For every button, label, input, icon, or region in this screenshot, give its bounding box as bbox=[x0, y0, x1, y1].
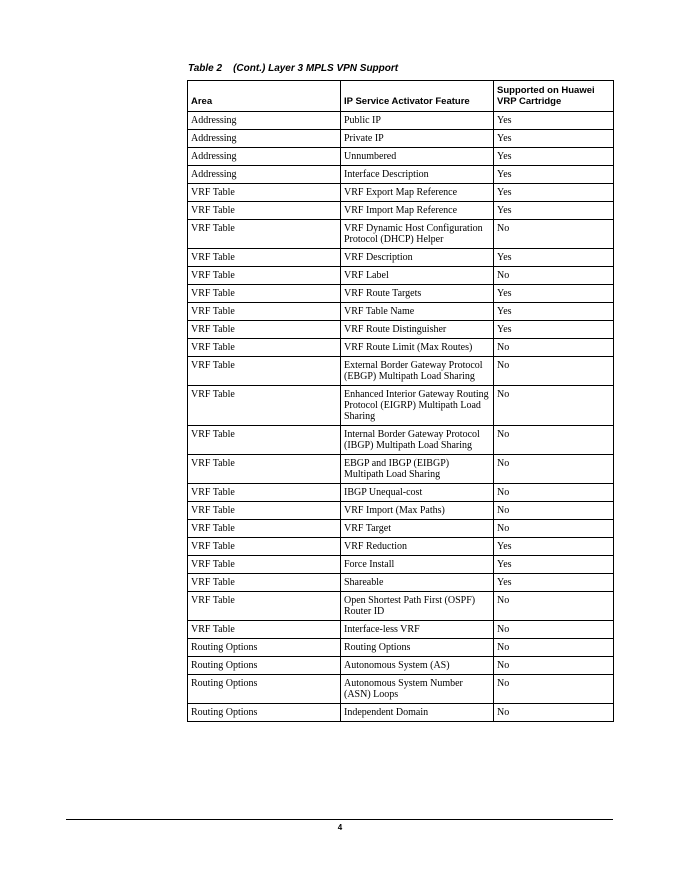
cell-area: VRF Table bbox=[188, 184, 341, 202]
cell-area: VRF Table bbox=[188, 574, 341, 592]
cell-feature: Independent Domain bbox=[341, 704, 494, 722]
cell-feature: IBGP Unequal-cost bbox=[341, 484, 494, 502]
cell-supported: Yes bbox=[494, 574, 614, 592]
table-row bbox=[188, 285, 614, 303]
cell-area: VRF Table bbox=[188, 455, 341, 484]
cell-feature: VRF Target bbox=[341, 520, 494, 538]
cell-area: Routing Options bbox=[188, 675, 341, 704]
cell-supported: No bbox=[494, 484, 614, 502]
cell-feature: VRF Export Map Reference bbox=[341, 184, 494, 202]
cell-feature: VRF Route Distinguisher bbox=[341, 321, 494, 339]
cell-feature: VRF Description bbox=[341, 249, 494, 267]
cell-supported: No bbox=[494, 455, 614, 484]
cell-supported: No bbox=[494, 639, 614, 657]
cell-area: VRF Table bbox=[188, 303, 341, 321]
table-row bbox=[188, 321, 614, 339]
table-row bbox=[188, 386, 614, 426]
table-caption-number: Table 2 bbox=[188, 63, 223, 74]
cell-feature: Enhanced Interior Gateway Routing Protocol (EIGRP) Multipath Load Sharing bbox=[341, 386, 494, 426]
cell-supported: No bbox=[494, 386, 614, 426]
cell-feature: Shareable bbox=[341, 574, 494, 592]
cell-feature: VRF Route Limit (Max Routes) bbox=[341, 339, 494, 357]
cell-supported: Yes bbox=[494, 285, 614, 303]
cell-area: VRF Table bbox=[188, 339, 341, 357]
cell-area: Addressing bbox=[188, 130, 341, 148]
cell-area: Routing Options bbox=[188, 704, 341, 722]
table-row bbox=[188, 520, 614, 538]
cell-area: VRF Table bbox=[188, 202, 341, 220]
table-row bbox=[188, 639, 614, 657]
cell-area: VRF Table bbox=[188, 426, 341, 455]
cell-area: VRF Table bbox=[188, 520, 341, 538]
table-row bbox=[188, 112, 614, 130]
cell-feature: VRF Label bbox=[341, 267, 494, 285]
cell-supported: No bbox=[494, 520, 614, 538]
cell-supported: No bbox=[494, 704, 614, 722]
cell-supported: Yes bbox=[494, 148, 614, 166]
cell-area: Addressing bbox=[188, 148, 341, 166]
page-number: 4 bbox=[337, 823, 343, 832]
cell-supported: Yes bbox=[494, 112, 614, 130]
cell-feature: Routing Options bbox=[341, 639, 494, 657]
table-row bbox=[188, 484, 614, 502]
table-row bbox=[188, 574, 614, 592]
cell-area: VRF Table bbox=[188, 502, 341, 520]
column-header-supported: Supported on Huawei VRP Cartridge bbox=[494, 81, 614, 112]
cell-feature: External Border Gateway Protocol (EBGP) Multipath Load Sharing bbox=[341, 357, 494, 386]
cell-supported: Yes bbox=[494, 166, 614, 184]
table-caption-title: (Cont.) Layer 3 MPLS VPN Support bbox=[233, 63, 399, 74]
table-row bbox=[188, 267, 614, 285]
cell-area: VRF Table bbox=[188, 220, 341, 249]
cell-area: VRF Table bbox=[188, 556, 341, 574]
cell-area: VRF Table bbox=[188, 357, 341, 386]
cell-supported: Yes bbox=[494, 249, 614, 267]
footer-divider bbox=[66, 819, 613, 820]
cell-area: VRF Table bbox=[188, 267, 341, 285]
cell-area: VRF Table bbox=[188, 249, 341, 267]
cell-supported: No bbox=[494, 657, 614, 675]
table-row bbox=[188, 303, 614, 321]
cell-feature: VRF Import Map Reference bbox=[341, 202, 494, 220]
cell-supported: No bbox=[494, 426, 614, 455]
feature-support-table bbox=[187, 80, 614, 722]
cell-feature: VRF Reduction bbox=[341, 538, 494, 556]
table-body bbox=[188, 112, 614, 722]
cell-feature: Autonomous System (AS) bbox=[341, 657, 494, 675]
cell-supported: Yes bbox=[494, 202, 614, 220]
cell-feature: VRF Import (Max Paths) bbox=[341, 502, 494, 520]
cell-supported: Yes bbox=[494, 538, 614, 556]
cell-area: VRF Table bbox=[188, 621, 341, 639]
table-row bbox=[188, 704, 614, 722]
cell-supported: No bbox=[494, 592, 614, 621]
table-row bbox=[188, 556, 614, 574]
table-row bbox=[188, 202, 614, 220]
cell-supported: Yes bbox=[494, 303, 614, 321]
cell-feature: Force Install bbox=[341, 556, 494, 574]
cell-feature: Public IP bbox=[341, 112, 494, 130]
table-row bbox=[188, 538, 614, 556]
cell-area: VRF Table bbox=[188, 484, 341, 502]
cell-supported: No bbox=[494, 357, 614, 386]
cell-feature: Private IP bbox=[341, 130, 494, 148]
table-row bbox=[188, 675, 614, 704]
cell-feature: VRF Table Name bbox=[341, 303, 494, 321]
table-row bbox=[188, 502, 614, 520]
table-row bbox=[188, 657, 614, 675]
cell-area: VRF Table bbox=[188, 538, 341, 556]
cell-area: VRF Table bbox=[188, 592, 341, 621]
cell-supported: Yes bbox=[494, 184, 614, 202]
table-row bbox=[188, 184, 614, 202]
cell-area: Addressing bbox=[188, 166, 341, 184]
cell-area: Routing Options bbox=[188, 639, 341, 657]
table-row bbox=[188, 339, 614, 357]
cell-supported: No bbox=[494, 339, 614, 357]
column-header-feature: IP Service Activator Feature bbox=[341, 81, 494, 112]
cell-area: VRF Table bbox=[188, 386, 341, 426]
cell-area: Addressing bbox=[188, 112, 341, 130]
cell-feature: Interface Description bbox=[341, 166, 494, 184]
cell-feature: Open Shortest Path First (OSPF) Router ID bbox=[341, 592, 494, 621]
table-row bbox=[188, 357, 614, 386]
cell-feature: Interface-less VRF bbox=[341, 621, 494, 639]
cell-area: Routing Options bbox=[188, 657, 341, 675]
table-row bbox=[188, 249, 614, 267]
table-row bbox=[188, 148, 614, 166]
cell-feature: VRF Dynamic Host Configuration Protocol (DHCP) Helper bbox=[341, 220, 494, 249]
cell-feature: VRF Route Targets bbox=[341, 285, 494, 303]
table-row bbox=[188, 130, 614, 148]
cell-area: VRF Table bbox=[188, 321, 341, 339]
cell-supported: No bbox=[494, 220, 614, 249]
cell-supported: No bbox=[494, 502, 614, 520]
cell-supported: No bbox=[494, 621, 614, 639]
cell-feature: Internal Border Gateway Protocol (IBGP) Multipath Load Sharing bbox=[341, 426, 494, 455]
column-header-area: Area bbox=[188, 81, 341, 112]
cell-feature: Autonomous System Number (ASN) Loops bbox=[341, 675, 494, 704]
cell-supported: Yes bbox=[494, 130, 614, 148]
table-row bbox=[188, 455, 614, 484]
table-row bbox=[188, 426, 614, 455]
cell-supported: Yes bbox=[494, 556, 614, 574]
table-row bbox=[188, 166, 614, 184]
table-row bbox=[188, 592, 614, 621]
cell-supported: Yes bbox=[494, 321, 614, 339]
cell-feature: EBGP and IBGP (EIBGP) Multipath Load Sharing bbox=[341, 455, 494, 484]
cell-feature: Unnumbered bbox=[341, 148, 494, 166]
table-header-row bbox=[188, 81, 614, 112]
table-caption bbox=[188, 63, 398, 74]
cell-area: VRF Table bbox=[188, 285, 341, 303]
table-row bbox=[188, 621, 614, 639]
table-row bbox=[188, 220, 614, 249]
cell-supported: No bbox=[494, 675, 614, 704]
cell-supported: No bbox=[494, 267, 614, 285]
